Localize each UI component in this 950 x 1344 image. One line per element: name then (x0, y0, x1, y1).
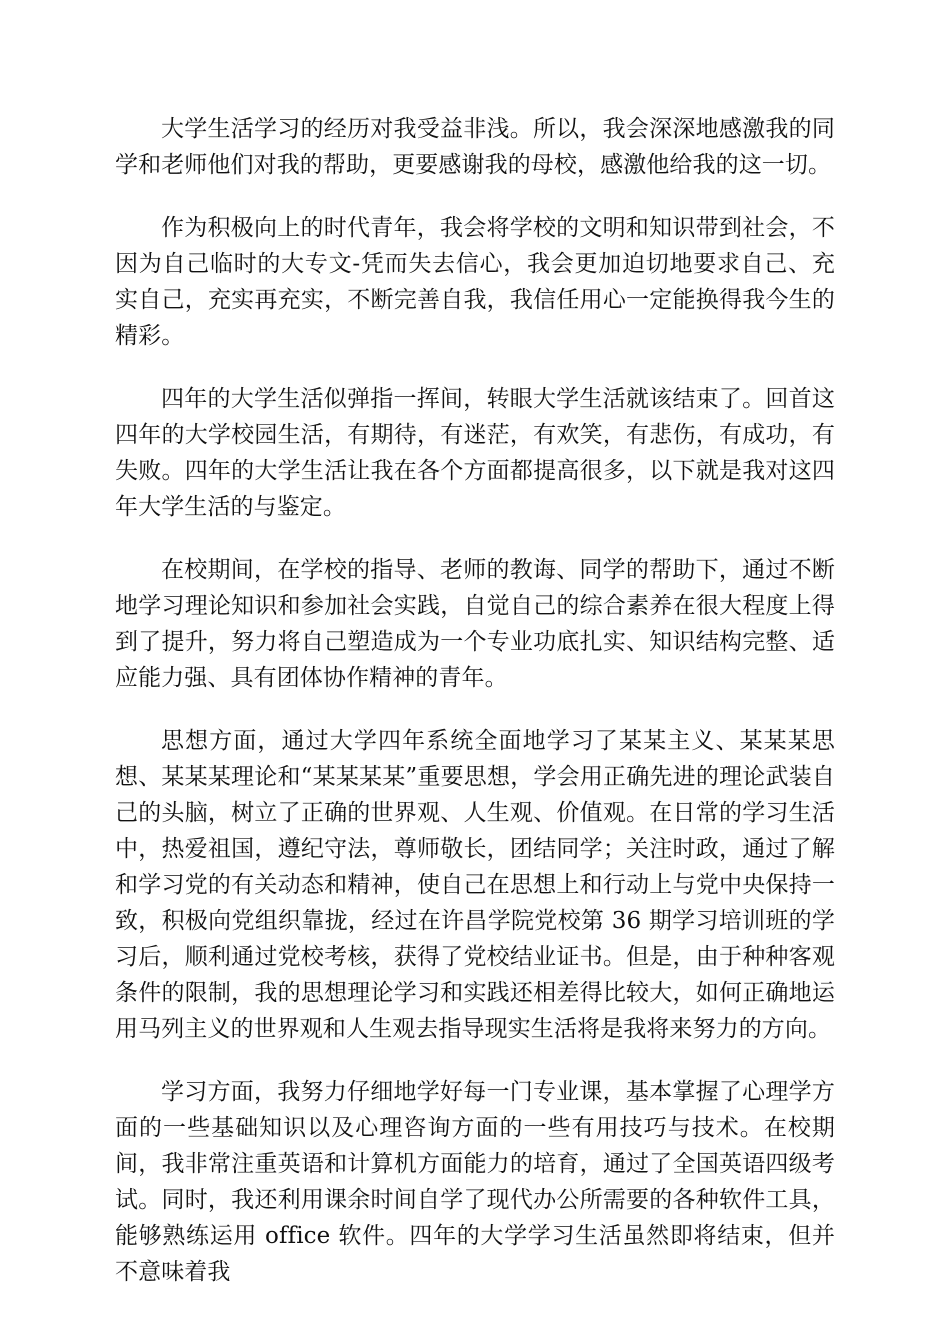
paragraph-ambition: 作为积极向上的时代青年，我会将学校的文明和知识带到社会，不因为自己临时的大专文-凭而失去信心，我会更加迫切地要求自己、充实自己，充实再充实，不断完善自我，我信任用心一定能换得我今生的精彩。 (115, 215, 835, 349)
paragraph-study: 学习方面，我努力仔细地学好每一门专业课，基本掌握了心理学方面的一些基础知识以及心理咨询方面的一些有用技巧与技术。在校期间，我非常注重英语和计算机方面能力的培育，通过了全国英语四级考试。同时，我还利用课余时间自学了现代办公所需要的各种软件工具，能够熟练运用 office 软件。四年的大学学习生活虽然即将结束，但并不意味着我 (115, 1079, 835, 1285)
paragraph-campus-period: 在校期间，在学校的指导、老师的教诲、同学的帮助下，通过不断地学习理论知识和参加社会实践，自觉自己的综合素养在很大程度上得到了提升，努力将自己塑造成为一个专业功底扎实、知识结构完整、适应能力强、具有团体协作精神的青年。 (115, 557, 835, 691)
document-body (115, 111, 835, 1290)
paragraph-ideology: 思想方面，通过大学四年系统全面地学习了某某主义、某某某思想、某某某理论和“某某某某”重要思想，学会用正确先进的理论武装自己的头脑，树立了正确的世界观、人生观、价值观。在日常的学习生活中，热爱祖国，遵纪守法，尊师敬长，团结同学；关注时政，通过了解和学习党的有关动态和精神，使自己在思想上和行动上与党中央保持一致，积极向党组织靠拢，经过在许昌学院党校第 36 期学习培训班的学习后，顺利通过党校考核，获得了党校结业证书。但是，由于种种客观条件的限制，我的思想理论学习和实践还相差得比较大，如何正确地运用马列主义的世界观和人生观去指导现实生活将是我将来努力的方向。 (115, 728, 835, 1042)
paragraph-gratitude: 大学生活学习的经历对我受益非浅。所以，我会深深地感激我的同学和老师他们对我的帮助，更要感谢我的母校，感激他给我的这一切。 (115, 116, 835, 178)
paragraph-four-years: 四年的大学生活似弹指一挥间，转眼大学生活就该结束了。回首这四年的大学校园生活，有期待，有迷茫，有欢笑，有悲伤，有成功，有失败。四年的大学生活让我在各个方面都提高很多，以下就是我对这四年大学生活的与鉴定。 (115, 386, 835, 520)
